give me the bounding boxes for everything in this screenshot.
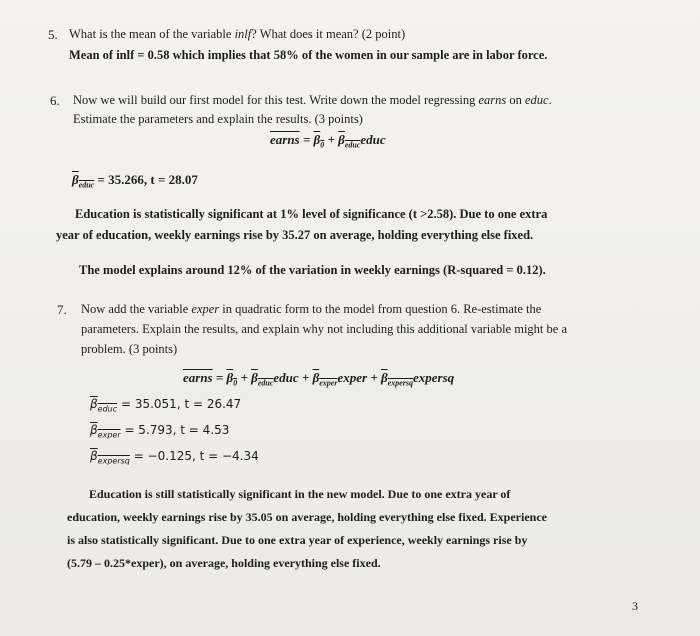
q6-number: 6. (50, 93, 60, 108)
page-number: 3 (632, 599, 638, 613)
q5-question: What is the mean of the variable inlf? What does it mean? (2 point) (69, 27, 406, 41)
q6-question-line2: Estimate the parameters and explain the results. (3 points) (73, 112, 363, 126)
q6-model-equation: earns = $\beta_0$ + $\beta_{educ}educ$ (270, 132, 386, 150)
q7-beta-exper: $\beta_{exper} = 5.793$, t = 4.53 (90, 423, 230, 440)
q7-question-line3: problem. (3 points) (81, 342, 178, 356)
q7-beta-expersq: $\beta_{expersq} = -0.125$, t = −4.34 (90, 449, 259, 466)
q7-explanation-line1: Education is still statistically significant in the new model. Due to one extra year of (89, 487, 511, 501)
q7-question-line1: Now add the variable exper in quadratic form to the model from question 6. Re-estimate the (81, 302, 542, 316)
q6-beta-estimate: $\beta_{educ} = 35.266$, t = 28.07 (72, 172, 198, 190)
q7-beta-educ: $\beta_{educ} = 35.051$, t = 26.47 (90, 397, 242, 414)
q7-explanation-line4: (5.79 – 0.25*exper), on average, holding everything else fixed. (67, 556, 381, 570)
q7-number: 7. (57, 302, 67, 317)
q7-explanation-line3: is also statistically significant. Due to one extra year of experience, weekly earnings rise by (67, 533, 528, 547)
q7-explanation-line2: education, weekly earnings rise by 35.05 on average, holding everything else fixed. Experience (67, 510, 547, 524)
q6-explanation-line1: Education is statistically significant at 1% level of significance (t >2.58). Due to one extra (75, 207, 548, 221)
q7-model-equation: earns = $\beta_0$ + $\beta_{educ}educ$ + $\beta_{exper}exper$ + $\beta_{expersq}expersq$ (183, 370, 455, 388)
q6-question-line1: Now we will build our first model for this test. Write down the model regressing earns on educ. (73, 93, 552, 107)
q5-number: 5. (48, 27, 58, 42)
q6-explanation-line3: The model explains around 12% of the variation in weekly earnings (R-squared = 0.12). (79, 263, 546, 277)
q6-explanation-line2: year of education, weekly earnings rise by 35.27 on average, holding everything else fixed. (56, 228, 534, 242)
q7-question-line2: parameters. Explain the results, and explain why not including this additional variable might be a (81, 322, 567, 336)
q5-answer: Mean of inlf = 0.58 which implies that 58% of the women in our sample are in labor force. (69, 48, 548, 62)
